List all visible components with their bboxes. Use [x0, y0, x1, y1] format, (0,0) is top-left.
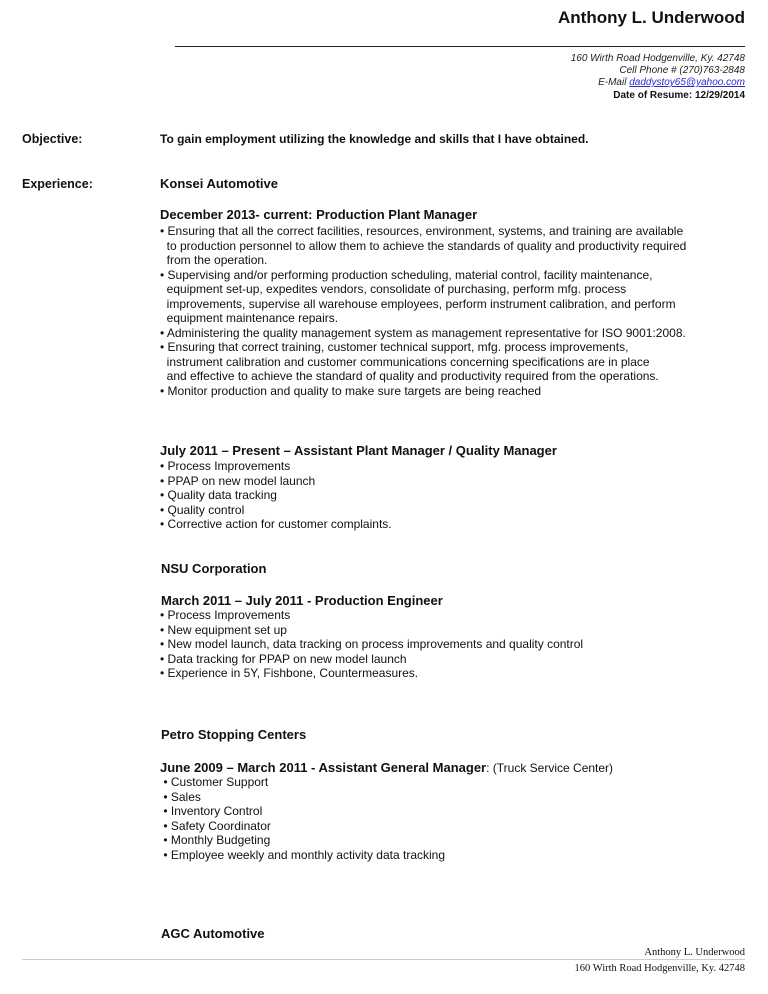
bullet-line: • PPAP on new model launch: [160, 473, 316, 488]
bullet-line: • Employee weekly and monthly activity data tracking: [160, 847, 445, 862]
objective-label: Objective:: [22, 132, 83, 146]
bullet-line: equipment maintenance repairs.: [160, 311, 339, 325]
bullet-line: equipment set-up, expedites vendors, consolidate of purchasing, perform mfg. process: [160, 282, 627, 296]
bullet-line: • Safety Coordinator: [160, 818, 271, 833]
email-line: [598, 77, 745, 88]
footer-name: Anthony L. Underwood: [644, 947, 745, 958]
email-label: E-Mail: [598, 77, 627, 88]
bullet-line: and effective to achieve the standard of quality and productivity required from the operations.: [160, 369, 659, 383]
job-title-text: March 2011 – July 2011 - Production Engineer: [161, 593, 443, 608]
bullet-line: • Process Improvements: [160, 459, 291, 473]
job-title: [160, 443, 557, 458]
resume-date: Date of Resume: 12/29/2014: [613, 90, 745, 101]
objective-text: To gain employment utilizing the knowledge and skills that I have obtained.: [160, 132, 589, 146]
bullet-line: to production personnel to allow them to achieve the standards of quality and productivity required: [160, 238, 687, 253]
address: 160 Wirth Road Hodgenville, Ky. 42748: [570, 53, 745, 64]
bullet-line: • Experience in 5Y, Fishbone, Countermeasures.: [160, 666, 419, 680]
bullet-line: • Ensuring that all the correct facilities, resources, environment, systems, and training are available: [160, 224, 684, 238]
bullet-line: • New equipment set up: [160, 622, 287, 637]
bullet-line: • Customer Support: [160, 775, 269, 789]
job-title-note: : (Truck Service Center): [486, 761, 614, 775]
job-title: [160, 207, 477, 222]
header-divider: [175, 46, 745, 47]
bullet-line: improvements, supervise all warehouse employees, perform instrument calibration, and perform: [160, 296, 676, 311]
bullet-line: • Sales: [160, 789, 201, 804]
footer-address: 160 Wirth Road Hodgenville, Ky. 42748: [574, 963, 745, 974]
bullet-line: • Monitor production and quality to make sure targets are being reached: [160, 383, 542, 398]
bullet-line: • Quality data tracking: [160, 488, 277, 502]
bullet-line: • Inventory Control: [160, 804, 263, 818]
job-title: [161, 593, 443, 608]
job-title-text: July 2011 – Present – Assistant Plant Manager / Quality Manager: [160, 443, 557, 458]
company-name: Konsei Automotive: [160, 176, 278, 191]
bullet-line: from the operation.: [160, 253, 268, 267]
bullet-line: • Quality control: [160, 502, 245, 517]
company-name: Petro Stopping Centers: [161, 727, 307, 742]
company-name: AGC Automotive: [161, 926, 265, 941]
bullet-line: • Administering the quality management system as management representative for ISO 9001:2008.: [160, 325, 686, 340]
bullet-line: instrument calibration and customer communications concerning specifications are in place: [160, 354, 650, 369]
bullet-line: • Monthly Budgeting: [160, 833, 271, 847]
email-link[interactable]: daddystoy65@yahoo.com: [629, 77, 745, 88]
experience-label: Experience:: [22, 177, 93, 191]
bullet-line: • Data tracking for PPAP on new model launch: [160, 651, 407, 666]
bullet-line: • Corrective action for customer complaints.: [160, 517, 392, 531]
job-title: [160, 760, 613, 775]
applicant-name: Anthony L. Underwood: [558, 8, 745, 27]
bullet-line: • New model launch, data tracking on process improvements and quality control: [160, 637, 584, 651]
bullet-line: • Process Improvements: [160, 608, 291, 622]
job-title-text: December 2013- current: Production Plant Manager: [160, 207, 478, 222]
bullet-line: • Supervising and/or performing production scheduling, material control, facility maintenance,: [160, 267, 653, 282]
job-title-text: June 2009 – March 2011 - Assistant General Manager: [160, 760, 487, 775]
company-name: NSU Corporation: [161, 561, 267, 576]
footer-divider: [22, 959, 745, 960]
bullet-line: • Ensuring that correct training, customer technical support, mfg. process improvements,: [160, 340, 629, 354]
phone: Cell Phone # (270)763-2848: [619, 65, 745, 76]
